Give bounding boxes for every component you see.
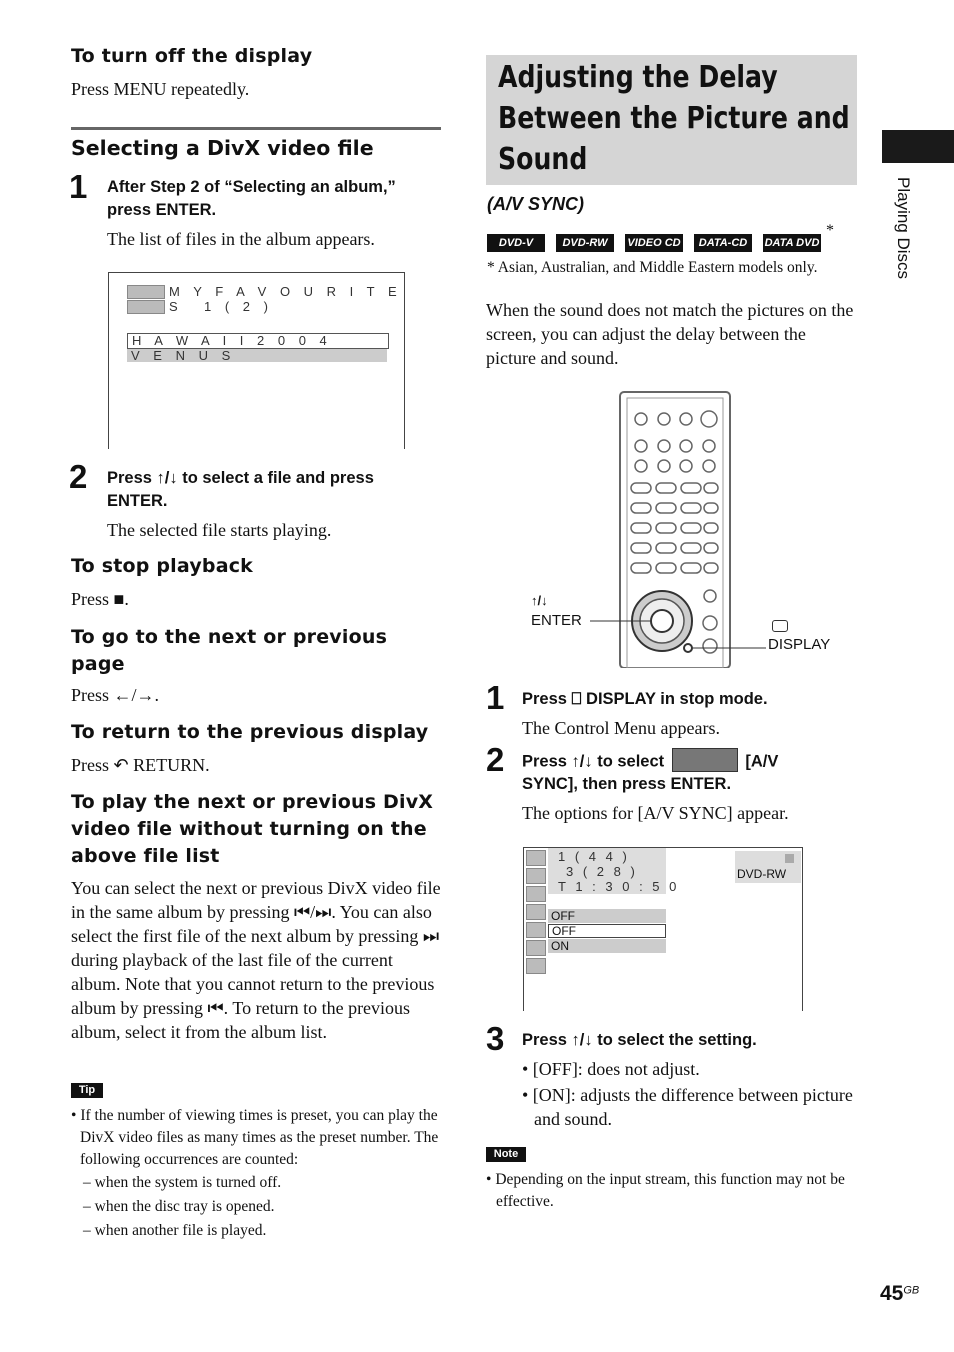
menu-icon-column	[526, 850, 546, 980]
badge-data-dvd: DATA DVD	[763, 234, 821, 252]
step-number: 1	[486, 679, 505, 716]
badge-dvd-rw: DVD-RW	[556, 234, 614, 252]
remote-illustration	[486, 390, 856, 668]
current-setting: OFF	[548, 909, 666, 923]
play-next-heading: To play the next or previous DivX video file without turning on the above file list	[71, 791, 434, 867]
disc-panel	[735, 851, 801, 883]
tip-label: Tip	[71, 1083, 103, 1098]
title-status: 1 ( 4 4 )	[558, 849, 630, 864]
disc-indicator	[785, 854, 794, 863]
time-status: T 1 : 3 0 : 5 0	[558, 879, 680, 894]
step-instruction: Press ⎕ DISPLAY in stop mode.	[522, 690, 768, 708]
step-result: The Control Menu appears.	[522, 718, 720, 738]
section-rule	[71, 127, 441, 130]
av-sync-icon	[672, 748, 738, 772]
step-instruction: Press ↑/↓ to select the setting.	[522, 1031, 757, 1049]
osd-screen-file-list	[108, 272, 405, 449]
turn-off-text: Press MENU repeatedly.	[71, 79, 250, 99]
chapter-status: 3 ( 2 8 )	[566, 864, 638, 879]
tip-bullet: • If the number of viewing times is preset, you can play the DivX video files as many times as the preset number. The following occurrences are counted:	[71, 1107, 439, 1168]
arrows-label: ↑/↓	[531, 593, 548, 608]
option-bullet: • [ON]: adjusts the difference between picture and sound.	[522, 1085, 853, 1129]
tip-item: – when the disc tray is opened.	[83, 1198, 275, 1215]
file-item-selected[interactable]: H A W A I I 2 0 0 4	[127, 333, 389, 349]
disc-type: DVD-RW	[737, 867, 787, 881]
side-tab-label: Playing Discs	[894, 177, 913, 280]
file-icon	[127, 300, 165, 314]
osd-screen-control-menu	[523, 847, 803, 1011]
stop-text: Press ■.	[71, 589, 129, 609]
step-number: 1	[69, 168, 88, 205]
footnote: * Asian, Australian, and Middle Eastern models only.	[487, 259, 818, 276]
display-icon	[772, 620, 788, 632]
stop-heading: To stop playback	[71, 555, 254, 577]
option-bullet: • [OFF]: does not adjust.	[522, 1059, 700, 1079]
turn-off-heading: To turn off the display	[71, 45, 313, 67]
option-on[interactable]: ON	[548, 939, 666, 953]
asterisk: *	[826, 222, 834, 239]
title-box	[486, 55, 857, 185]
step-instruction: After Step 2 of “Selecting an album,” press ENTER.	[107, 178, 396, 219]
return-heading: To return to the previous display	[71, 721, 429, 743]
note-bullet: • Depending on the input stream, this function may not be effective.	[486, 1171, 845, 1210]
badge-video-cd: VIDEO CD	[625, 234, 683, 252]
step-instruction: Press ↑/↓ to select [A/V	[522, 750, 778, 774]
page-title: Adjusting the Delay Between the Picture and Sound	[498, 60, 850, 177]
tip-item: – when another file is played.	[83, 1222, 267, 1239]
tip-item: – when the system is turned off.	[83, 1174, 282, 1191]
album-count: 1 ( 2 )	[204, 299, 273, 314]
return-text: Press ↶ RETURN.	[71, 755, 210, 775]
step-result: The list of files in the album appears.	[107, 229, 375, 249]
step-number: 2	[486, 741, 505, 778]
step-instruction-cont: SYNC], then press ENTER.	[522, 775, 732, 793]
side-tab-marker	[882, 130, 954, 163]
badge-data-cd: DATA-CD	[694, 234, 752, 252]
next-page-text: Press ←/→.	[71, 685, 160, 705]
intro-text: When the sound does not match the pictures on the screen, you can adjust the delay between the picture and sound.	[486, 300, 854, 368]
page-number: $45^{GB}$	[880, 1282, 920, 1305]
step-result: The options for [A/V SYNC] appear.	[522, 803, 789, 823]
step-result: The selected file starts playing.	[107, 520, 332, 540]
play-next-text: You can select the next or previous DivX video file in the same album by pressing ⏮/⏭. You can also select the first file of the next album by pressing ⏭ during playback of the last file of the current album. Note that you cannot return to the previous album by pressing ⏮. To return to the previous album, select it from the album list.	[71, 878, 441, 1042]
section-title: Selecting a DivX video file	[71, 136, 374, 160]
display-label: DISPLAY	[768, 636, 831, 653]
badge-dvd-v: DVD-V	[487, 234, 545, 252]
album-name: M Y F A V O U R I T E S	[169, 284, 402, 314]
enter-label: ENTER	[531, 612, 582, 629]
file-item[interactable]: V E N U S	[127, 349, 387, 362]
step-number: 3	[486, 1020, 505, 1057]
page-subtitle: (A/V SYNC)	[487, 194, 585, 214]
step-instruction: Press ↑/↓ to select a file and press ENTER.	[107, 469, 374, 510]
note-label: Note	[486, 1147, 526, 1162]
folder-icon	[127, 285, 165, 299]
step-number: 2	[69, 458, 88, 495]
next-page-heading: To go to the next or previous page	[71, 626, 388, 675]
option-off[interactable]: OFF	[548, 924, 666, 938]
